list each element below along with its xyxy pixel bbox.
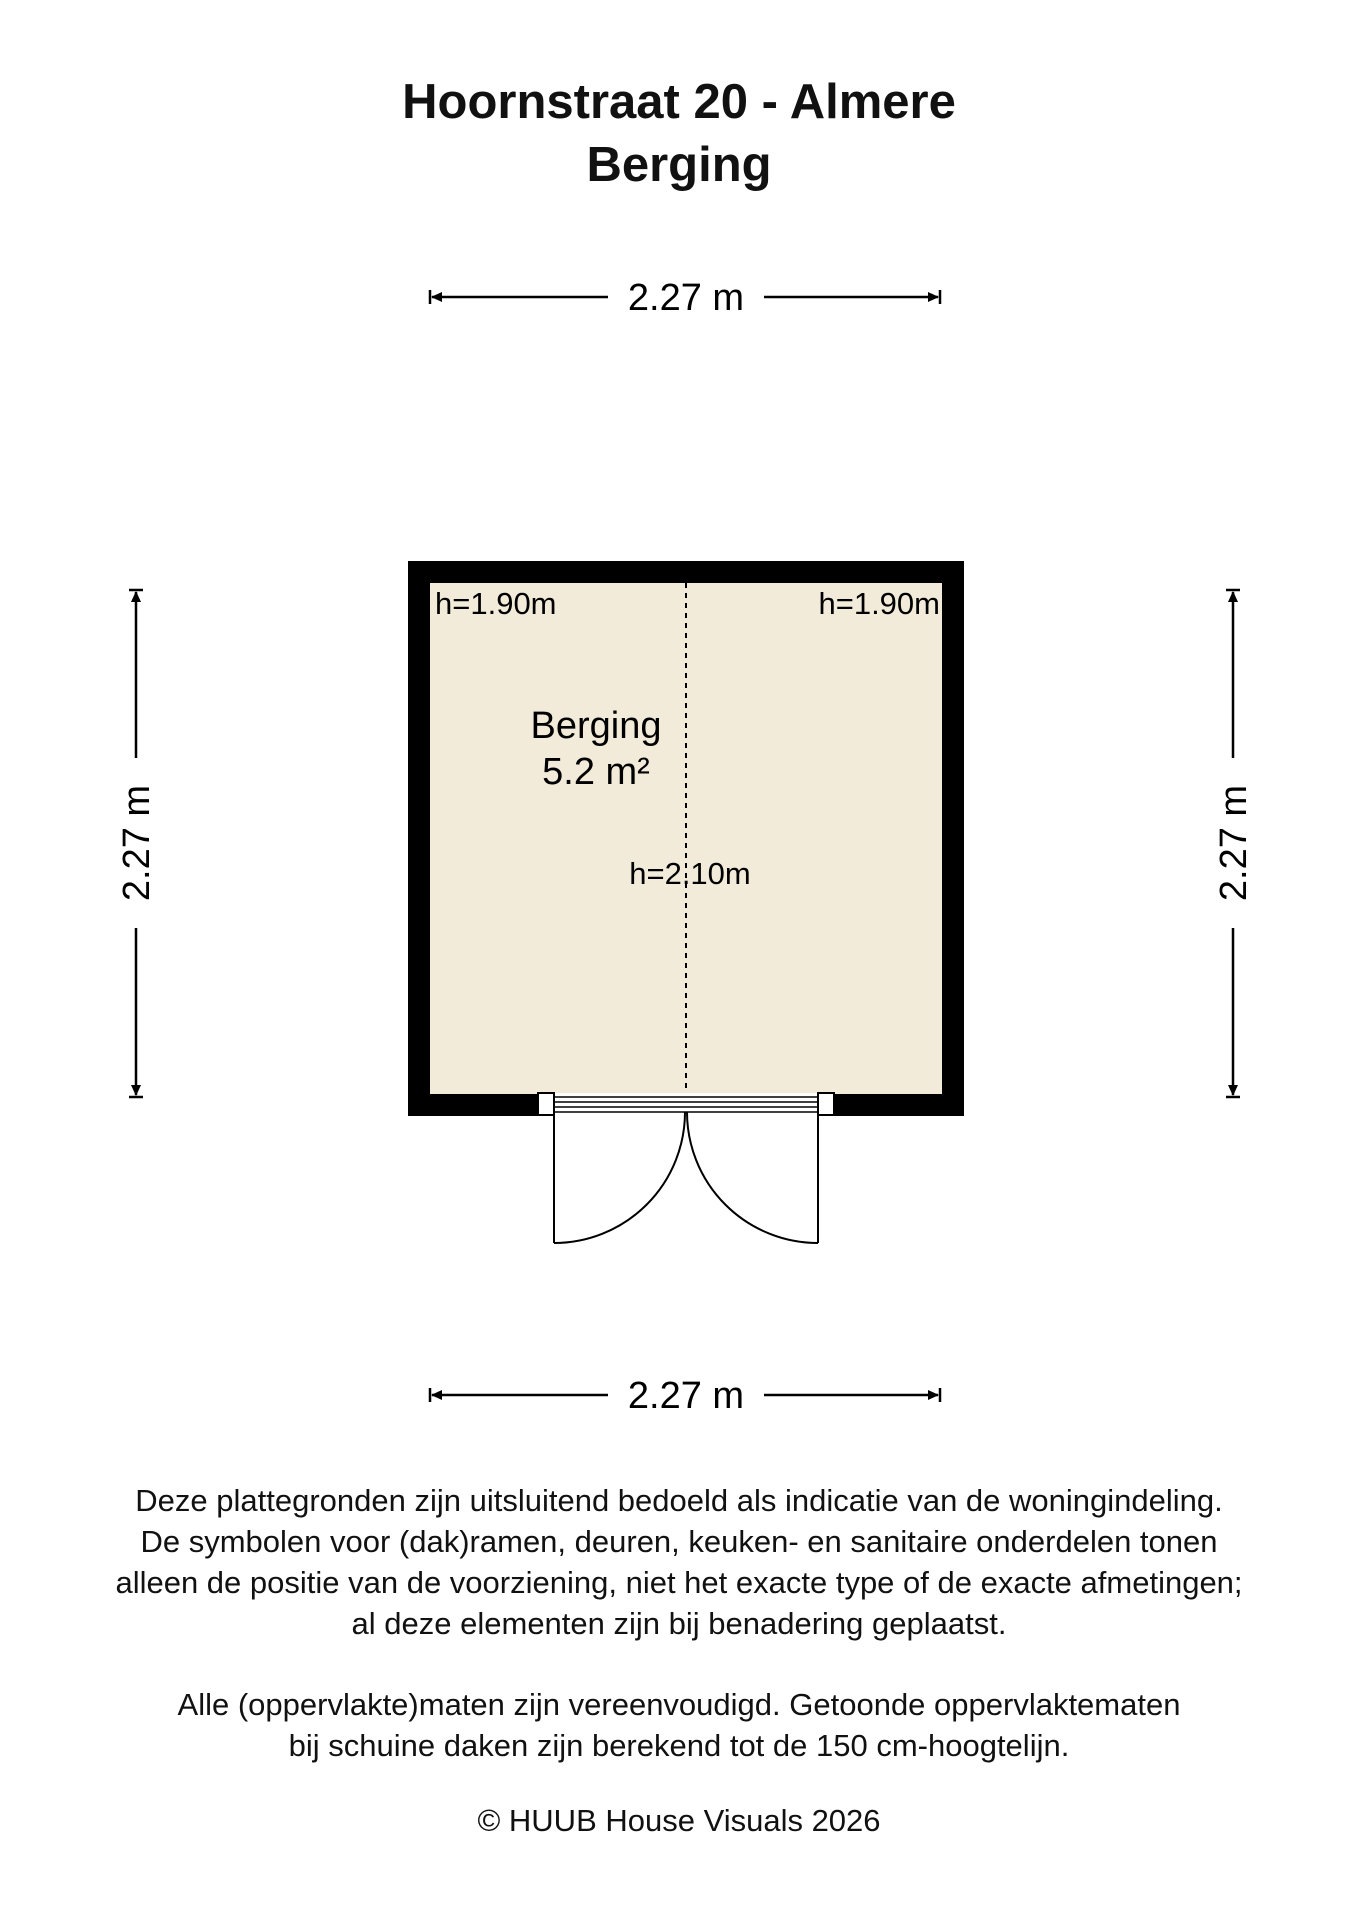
room-name: Berging xyxy=(530,705,662,747)
dimension-top xyxy=(430,277,940,319)
room-berging xyxy=(408,561,964,1243)
disclaimer-line: Alle (oppervlakte)maten zijn vereenvoudigd. Getoonde oppervlaktematen xyxy=(177,1687,1181,1722)
dimension-bottom-label: 2.27 m xyxy=(627,1375,745,1417)
dimension-top-label: 2.27 m xyxy=(627,277,745,319)
disclaimer-line: al deze elementen zijn bij benadering geplaatst. xyxy=(351,1606,1007,1641)
disclaimer-line: alleen de positie van de voorziening, niet het exacte type of de exacte afmetingen; xyxy=(115,1565,1243,1600)
copyright-notice: © HUUB House Visuals 2026 xyxy=(477,1803,881,1838)
ceiling-height-center: h=2.10m xyxy=(629,856,751,891)
room-area: 5.2 m² xyxy=(542,751,650,793)
dimension-left xyxy=(116,590,158,1097)
disclaimer-line: De symbolen voor (dak)ramen, deuren, keuken- en sanitaire onderdelen tonen xyxy=(140,1524,1218,1559)
disclaimer-paragraph-2 xyxy=(0,1684,1358,1766)
page-subtitle: Berging xyxy=(586,138,772,192)
disclaimer-line: bij schuine daken zijn berekend tot de 150 cm-hoogtelijn. xyxy=(288,1728,1070,1763)
disclaimer-line: Deze plattegronden zijn uitsluitend bedoeld als indicatie van de woningindeling. xyxy=(135,1483,1223,1518)
disclaimer-paragraph-1 xyxy=(0,1480,1358,1644)
dimension-bottom xyxy=(430,1375,940,1417)
page-title: Hoornstraat 20 - Almere xyxy=(402,75,956,129)
dimension-right xyxy=(1213,590,1255,1097)
ceiling-height-left: h=1.90m xyxy=(435,586,557,621)
dimension-left-label: 2.27 m xyxy=(116,784,158,902)
double-door xyxy=(554,1112,818,1243)
dimension-right-label: 2.27 m xyxy=(1213,784,1255,902)
ceiling-height-right: h=1.90m xyxy=(818,586,940,621)
